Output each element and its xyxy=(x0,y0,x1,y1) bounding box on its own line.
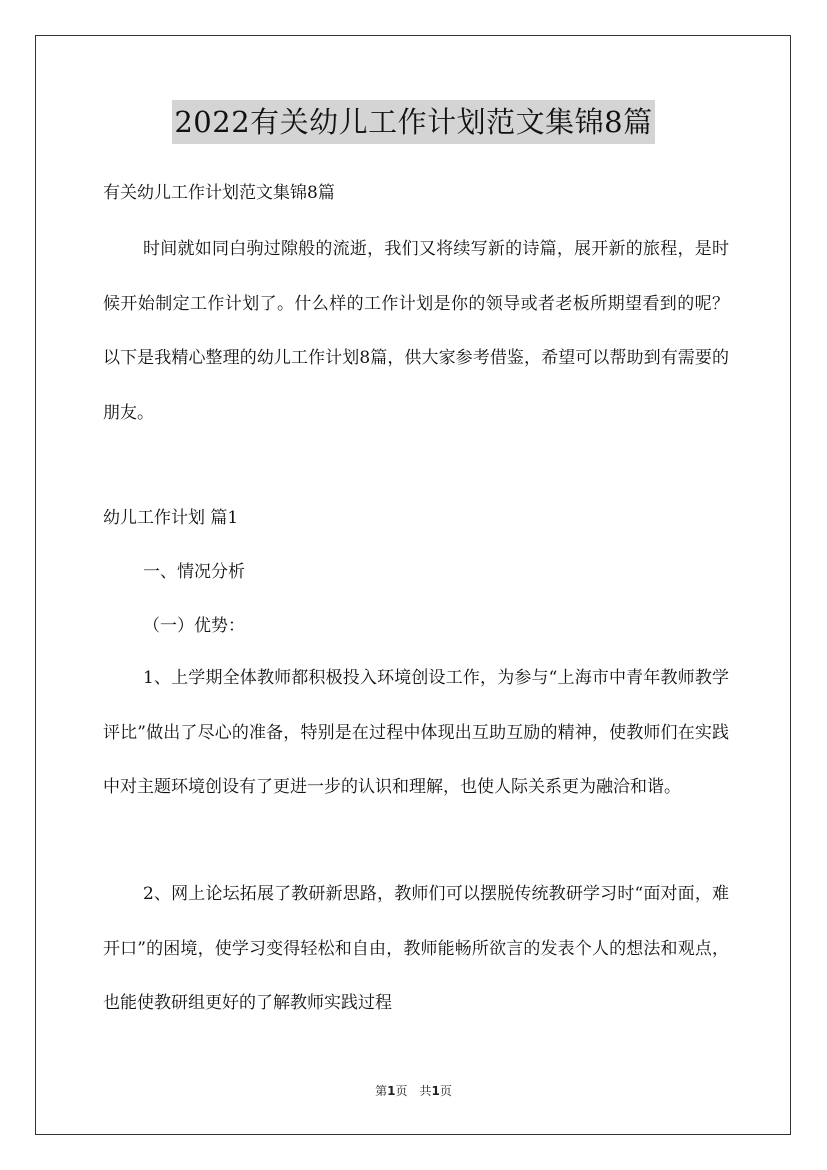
section-heading: 幼儿工作计划 篇1 xyxy=(103,508,239,528)
page-total: 1 xyxy=(431,1084,440,1098)
situation-heading: 一、情况分析 xyxy=(143,562,245,582)
advantage-heading: （一）优势： xyxy=(143,616,245,636)
page-suffix: 页 xyxy=(439,1084,452,1098)
document-subtitle: 有关幼儿工作计划范文集锦8篇 xyxy=(103,183,335,203)
page-current: 1 xyxy=(387,1084,396,1098)
page-prefix: 第 xyxy=(375,1084,388,1098)
title-container xyxy=(0,100,827,144)
page-mid: 页 共 xyxy=(395,1084,432,1098)
document-title: 2022有关幼儿工作计划范文集锦8篇 xyxy=(172,100,654,144)
page-footer xyxy=(0,1082,827,1100)
body-paragraph-2: 2、网上论坛拓展了教研新思路，教师们可以摆脱传统教研学习时“面对面，难开口”的困境，使学习变得轻松和自由，教师能畅所欲言的发表个人的想法和观点，也能使教研组更好的了解教师实践过程 xyxy=(103,884,729,1014)
intro-paragraph: 时间就如同白驹过隙般的流逝，我们又将续写新的诗篇，展开新的旅程，是时候开始制定工作计划了。什么样的工作计划是你的领导或者老板所期望看到的呢？以下是我精心整理的幼儿工作计划8篇，供大家参考借鉴，希望可以帮助到有需要的朋友。 xyxy=(103,239,729,423)
body-paragraph-1: 1、上学期全体教师都积极投入环境创设工作，为参与“上海市中青年教师教学评比”做出了尽心的准备，特别是在过程中体现出互助互励的精神，使教师们在实践中对主题环境创设有了更进一步的认识和理解，也使人际关系更为融洽和谐。 xyxy=(103,668,729,798)
